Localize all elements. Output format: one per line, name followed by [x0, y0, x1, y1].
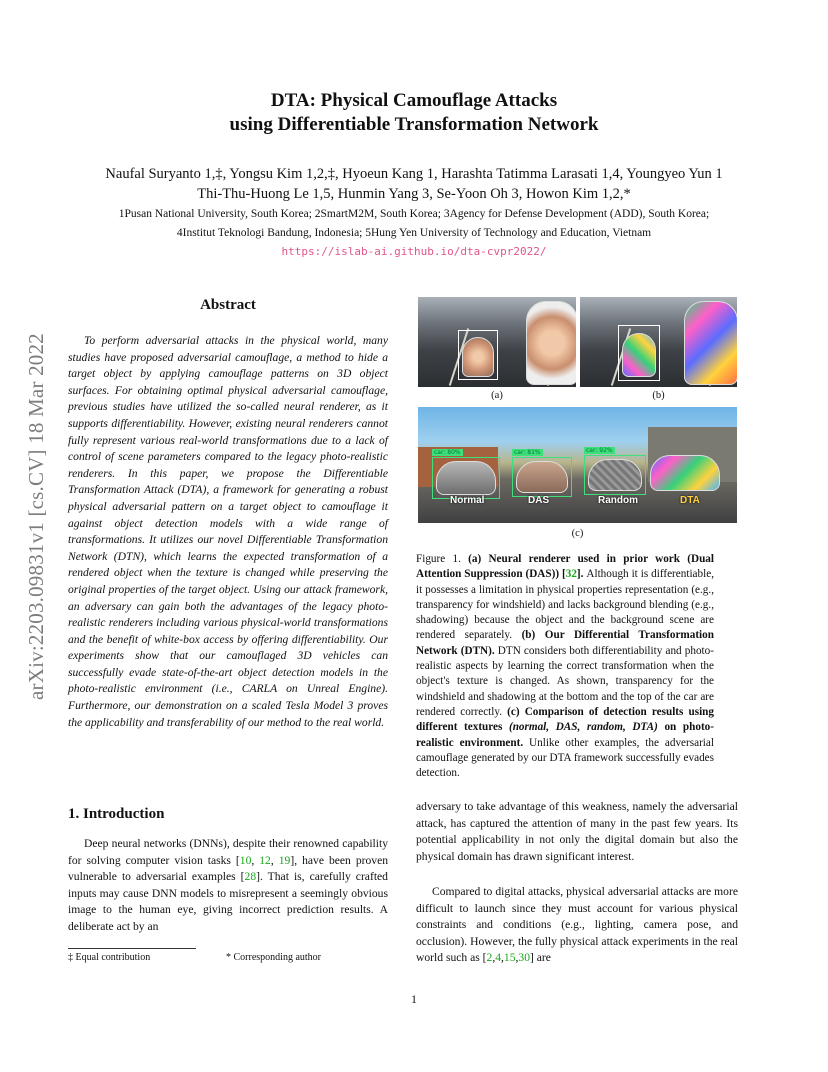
right-paragraph-1: adversary to take advantage of this weakness, namely the adversarial attack, has captured the attention of many in the past few years. Its potential applicability in not only the digital domain but also the physical domain has drawn significant interest. [416, 800, 738, 863]
intro-paragraph [68, 836, 388, 936]
title-line-2: using Differentiable Transformation Network [229, 114, 599, 135]
citation-sep: , [251, 853, 260, 867]
detection-box [618, 325, 660, 381]
caption-a-end: ]. [576, 568, 587, 581]
right-paragraph-2 [416, 884, 738, 967]
affiliation-line-2: 4Institut Teknologi Bandung, Indonesia; 5Hung Yen University of Technology and Education, Vietnam [176, 227, 652, 239]
footnote-corresponding-author: * Corresponding author [226, 952, 321, 963]
citation-link[interactable]: 28 [244, 870, 257, 884]
page-number: 1 [411, 992, 417, 1006]
caption-c-text: Unlike other examples, the adversarial camouflage generated by our DTA framework successfully evades detection. [416, 736, 714, 780]
detection-box-random [584, 455, 646, 495]
figure-panel-b [580, 297, 737, 387]
detection-box-das [512, 457, 572, 497]
arxiv-stamp [18, 280, 58, 700]
citation-link[interactable]: 12 [259, 853, 271, 867]
right-text: ] are [530, 951, 551, 965]
caption-c-heading: (c) Comparison of detection results using different textures [416, 705, 714, 734]
section-heading-introduction: 1. Introduction [68, 806, 165, 822]
intro-text: ]. That is, carefully crafted inputs may cause DNN models to misrepresent a seemingly obvious image to the human eye, giving incorrect prediction results. A deliberate act by an [68, 870, 388, 933]
intro-text: Deep neural networks (DNNs), despite their renowned capability for solving computer vision tasks [ [68, 837, 388, 867]
citation-link[interactable]: 4 [495, 951, 502, 965]
figure-label-c: (c) [571, 528, 584, 539]
affiliation-line-1: 1Pusan National University, South Korea; 2SmartM2M, South Korea; 3Agency for Defense Development (ADD), South Korea; [118, 208, 710, 220]
abstract-heading: Abstract [200, 297, 256, 313]
citation-link[interactable]: 19 [278, 853, 291, 867]
caption-c-italic: (normal, DAS, random, DTA) [508, 721, 658, 734]
right-text: Compared to digital attacks, physical adversarial attacks are more difficult to launch since they must account for various physical constraints and conditions (e.g., lighting, camera pose, and occlusion). However, the fully physical attack experiments in the real world such as [ [416, 885, 738, 965]
authors-line-1: Naufal Suryanto 1,‡, Yongsu Kim 1,2,‡, Hyoeun Kang 1, Harashta Tatimma Larasati 1,4, Youngyeo Yun 1 [105, 166, 723, 182]
citation-sep: , [501, 951, 504, 965]
title-line-1: DTA: Physical Camouflage Attacks [270, 90, 558, 111]
texture-label-das: DAS [528, 495, 550, 506]
paper-title [0, 89, 828, 137]
citation-link[interactable]: 30 [518, 951, 531, 965]
caption-b-text: DTN considers both differentiability and photo-realistic aspects by learning the correct transformation when the object's texture is changed. As shown, transparency for the windshield and shadowing at the bottom and the top of the car are rendered correctly. [416, 644, 714, 718]
texture-label-random: Random [598, 495, 638, 506]
authors-line-2: Thi-Thu-Huong Le 1,5, Hunmin Yang 3, Se-Yoon Oh 3, Howon Kim 1,2,* [197, 186, 631, 202]
detection-box-normal [432, 457, 500, 499]
author-list [40, 164, 788, 204]
caption-prefix: Figure 1. [416, 553, 469, 565]
citation-link[interactable]: 15 [503, 951, 516, 965]
citation-link[interactable]: 32 [565, 568, 577, 581]
citation-link[interactable]: 10 [239, 853, 252, 867]
texture-label-normal: Normal [450, 495, 485, 506]
citation-sep: , [270, 853, 279, 867]
detection-tag-random: car: 92% [586, 447, 613, 454]
abstract-text: To perform adversarial attacks in the physical world, many studies have proposed adversarial camouflage, a method to hide a target object by applying camouflage patterns on 3D object surfaces. For obtaining optimal physical adversarial camouflage, previous studies have utilized the so-called neural renderer, as it supports differentiability. However, existing neural renderers cannot fully represent various real-world transformations due to a lack of control of scene parameters compared to the legacy photo-realistic renderers. In this paper, we propose the Differentiable Transformation Attack (DTA), a framework for generating a robust physical adversarial pattern on a target object to camouflage it against object detection models with a wide range of transformations. It utilizes our novel Differentiable Transformation Network (DTN), which learns the expected transformation of a rendered object when the texture is changed while preserving the original properties of the target object. Using our attack framework, an adversary can gain both the advantages of the legacy photo-realistic renderers including various physical-world transformations and the benefit of white-box access by offering differentiability. Our experiments show that our camouflaged 3D vehicles can successfully evade state-of-the-art object detection models in the photo-realistic environment (i.e., CARLA on Unreal Engine). Furthermore, our demonstration on a scaled Tesla Model 3 proves the applicability and transferability of our method to the real world. [68, 334, 388, 729]
detection-tag-das: car: 81% [514, 449, 541, 456]
intro-text: ], have been proven vulnerable to adversarial examples [ [68, 853, 389, 884]
citation-link[interactable]: 2 [486, 951, 493, 965]
footnote-divider [68, 948, 196, 949]
caption-a-text: Although it is differentiable, it possesses a limitation in physical properties representation (e.g., transparency for windshield) and lacks background blending (e.g., shadowing) because the object and the background scene are rendered separately. [416, 568, 714, 642]
texture-label-dta: DTA [680, 495, 700, 506]
car-das-closeup [526, 301, 576, 385]
detection-tag-normal: car: 80% [434, 449, 461, 456]
figure-label-b: (b) [652, 390, 665, 401]
project-url-link[interactable]: https://islab-ai.github.io/dta-cvpr2022/ [281, 245, 547, 258]
citation-sep: , [492, 951, 496, 965]
figure-panel-c [418, 407, 737, 523]
car-dtn-closeup [684, 301, 737, 385]
caption-c-heading-end: on photo-realistic environment. [416, 721, 714, 749]
caption-b-heading: (b) Our Differential Transformation Network (DTN). [416, 629, 714, 657]
caption-a-heading: (a) Neural renderer used in prior work (Dual Attention Suppression (DAS)) [ [416, 553, 714, 581]
footnote-equal-contribution: ‡ Equal contribution [68, 952, 151, 963]
detection-box [458, 330, 498, 380]
figure-panel-a [418, 297, 576, 387]
arxiv-stamp-text: arXiv:2203.09831v1 [cs.CV] 18 Mar 2022 [24, 333, 48, 700]
car-dta [650, 455, 720, 491]
figure-caption [416, 552, 714, 781]
citation-sep: , [515, 951, 519, 965]
figure-label-a: (a) [491, 390, 503, 401]
